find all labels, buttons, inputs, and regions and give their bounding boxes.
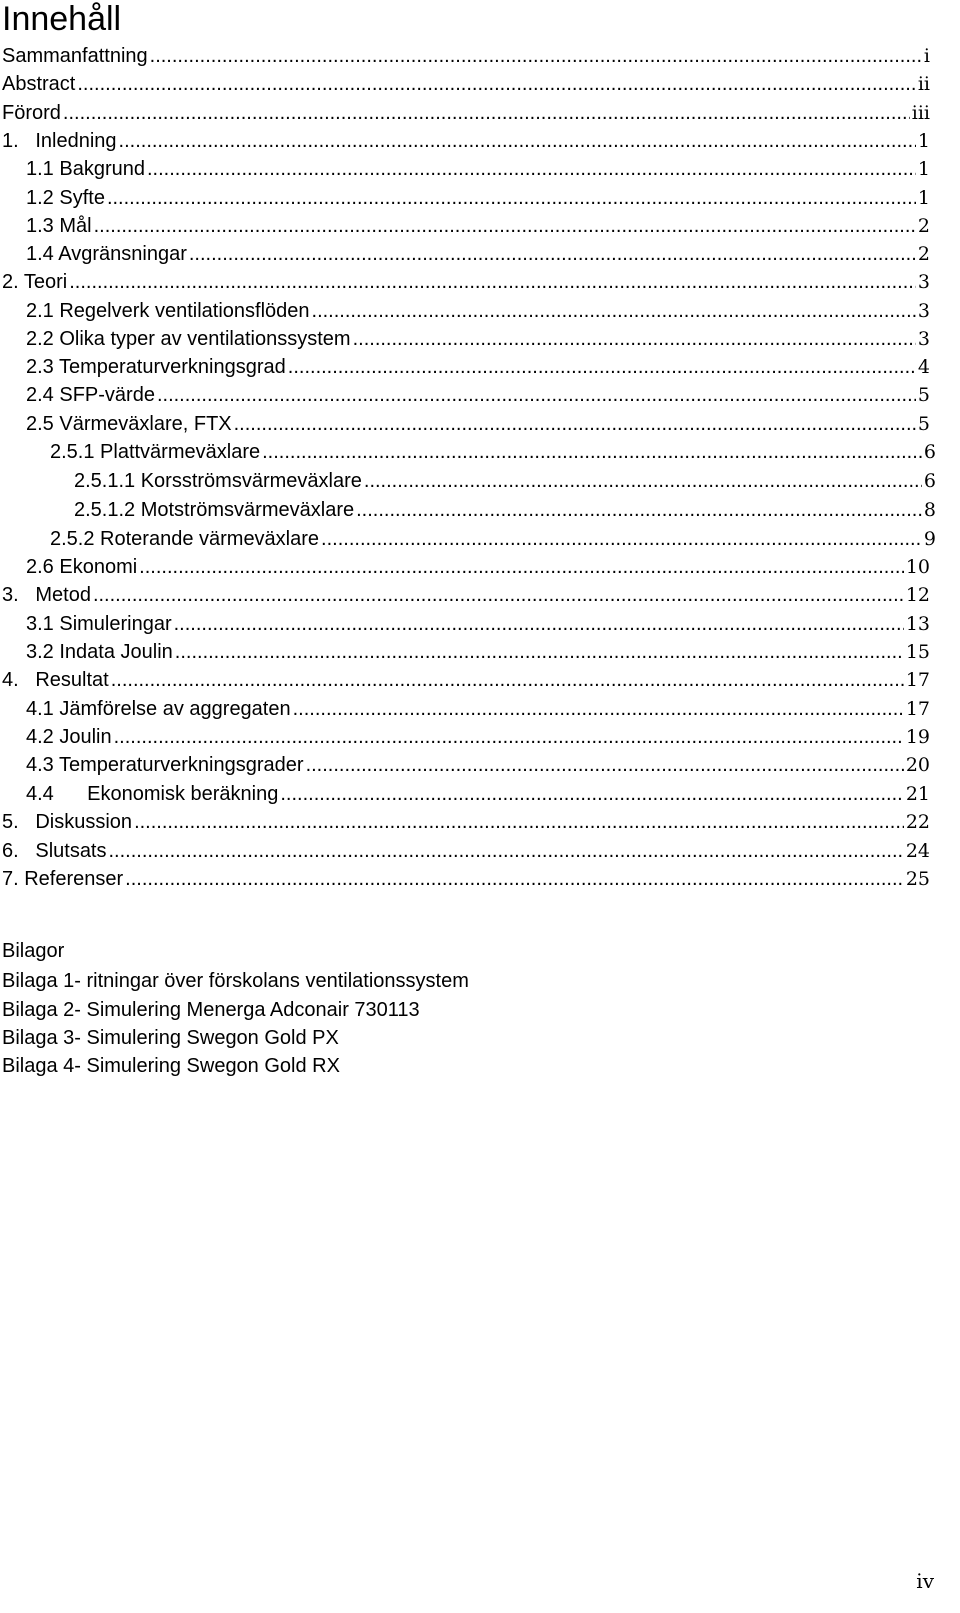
toc-entry-page: 6	[923, 441, 936, 463]
toc-entry-page: 6	[923, 470, 936, 492]
dot-leader	[306, 751, 904, 779]
dot-leader	[63, 99, 910, 127]
toc-entry-label: 3. Metod	[2, 584, 91, 606]
appendix-item[interactable]: Bilaga 4- Simulering Swegon Gold RX	[2, 1055, 340, 1077]
toc-entry-page: 19	[905, 726, 930, 748]
dot-leader	[189, 240, 916, 268]
dot-leader	[175, 638, 904, 666]
toc-entry-page: 1	[917, 130, 930, 152]
appendix-item[interactable]: Bilaga 2- Simulering Menerga Adconair 730113	[2, 999, 420, 1021]
toc-entry-page: 17	[905, 669, 930, 691]
toc-entry[interactable]	[2, 837, 930, 865]
toc-entry[interactable]	[26, 297, 930, 325]
toc-entry[interactable]	[26, 751, 930, 779]
dot-leader	[93, 581, 904, 609]
toc-entry-label: 1.4 Avgränsningar	[26, 243, 187, 265]
toc-entry-page: i	[923, 45, 930, 67]
appendix-item[interactable]: Bilaga 3- Simulering Swegon Gold PX	[2, 1027, 339, 1049]
toc-entry[interactable]	[26, 723, 930, 751]
toc-entry-page: 5	[917, 413, 930, 435]
dot-leader	[312, 297, 916, 325]
toc-entry-label: 4.4 Ekonomisk beräkning	[26, 783, 279, 805]
appendix-item[interactable]: Bilaga 1- ritningar över förskolans ventilationssystem	[2, 970, 469, 992]
toc-entry-page: 24	[905, 840, 930, 862]
dot-leader	[356, 496, 922, 524]
toc-entry-label: Förord	[2, 102, 61, 124]
dot-leader	[288, 353, 916, 381]
toc-entry[interactable]	[26, 410, 930, 438]
dot-leader	[111, 666, 904, 694]
dot-leader	[114, 723, 904, 751]
dot-leader	[174, 610, 904, 638]
page-title: Innehåll	[2, 0, 122, 38]
toc-entry[interactable]	[26, 184, 930, 212]
toc-entry-page: 4	[917, 356, 930, 378]
toc-entry-label: 2.6 Ekonomi	[26, 556, 138, 578]
toc-entry-page: 13	[905, 613, 930, 635]
toc-entry[interactable]	[26, 325, 930, 353]
toc-entry[interactable]	[26, 638, 930, 666]
dot-leader	[139, 553, 904, 581]
toc-entry-label: Sammanfattning	[2, 45, 148, 67]
dot-leader	[147, 155, 916, 183]
dot-leader	[321, 525, 922, 553]
toc-entry-label: 4.2 Joulin	[26, 726, 112, 748]
toc-entry[interactable]	[74, 467, 936, 495]
toc-entry-label: 6. Slutsats	[2, 840, 107, 862]
toc-entry-label: 2.5.1.2 Motströmsvärmeväxlare	[74, 499, 355, 521]
toc-entry-page: 21	[905, 783, 930, 805]
toc-entry-label: 3.2 Indata Joulin	[26, 641, 173, 663]
toc-entry-label: 7. Referenser	[2, 868, 124, 890]
toc-entry-page: 3	[917, 328, 930, 350]
toc-entry[interactable]	[50, 438, 936, 466]
page-number: iv	[916, 1569, 934, 1593]
toc-entry-page: 1	[917, 158, 930, 180]
toc-entry[interactable]	[26, 240, 930, 268]
toc-entry[interactable]	[2, 865, 930, 893]
dot-leader	[364, 467, 922, 495]
toc-entry-page: 2	[917, 215, 930, 237]
toc-entry[interactable]	[26, 780, 930, 808]
toc-entry-page: 17	[905, 698, 930, 720]
toc-entry-page: ii	[917, 73, 930, 95]
toc-entry-page: 2	[917, 243, 930, 265]
toc-entry[interactable]	[26, 381, 930, 409]
dot-leader	[109, 837, 904, 865]
dot-leader	[293, 695, 904, 723]
toc-entry[interactable]	[2, 99, 930, 127]
dot-leader	[280, 780, 903, 808]
dot-leader	[77, 70, 915, 98]
toc-entry[interactable]	[26, 353, 930, 381]
toc-entry-page: 3	[917, 300, 930, 322]
toc-entry-page: 12	[905, 584, 930, 606]
toc-entry-label: 2.5.2 Roterande värmeväxlare	[50, 528, 320, 550]
toc-entry-page: 3	[917, 271, 930, 293]
toc-entry-page: 15	[905, 641, 930, 663]
toc-entry-page: 1	[917, 187, 930, 209]
toc-entry-label: 5. Diskussion	[2, 811, 133, 833]
toc-entry[interactable]	[2, 70, 930, 98]
toc-entry[interactable]	[26, 212, 930, 240]
dot-leader	[157, 381, 916, 409]
toc-entry-label: 2.2 Olika typer av ventilationssystem	[26, 328, 351, 350]
toc-entry-page: 22	[905, 811, 930, 833]
toc-entry-label: 2.3 Temperaturverkningsgrad	[26, 356, 286, 378]
toc-entry[interactable]	[2, 127, 930, 155]
toc-entry-label: 4. Resultat	[2, 669, 109, 691]
toc-entry-label: Abstract	[2, 73, 76, 95]
appendix-heading: Bilagor	[2, 940, 65, 962]
toc-entry[interactable]	[2, 666, 930, 694]
dot-leader	[107, 184, 916, 212]
toc-entry-label: 2.5.1 Plattvärmeväxlare	[50, 441, 261, 463]
toc-entry-label: 2.5.1.1 Korsströmsvärmeväxlare	[74, 470, 362, 492]
dot-leader	[119, 127, 916, 155]
toc-entry-label: 3.1 Simuleringar	[26, 613, 172, 635]
toc-entry-label: 1.3 Mål	[26, 215, 92, 237]
toc-entry[interactable]	[2, 268, 930, 296]
dot-leader	[150, 42, 922, 70]
toc-entry-label: 4.3 Temperaturverkningsgrader	[26, 754, 304, 776]
dot-leader	[262, 438, 922, 466]
toc-entry-label: 2.1 Regelverk ventilationsflöden	[26, 300, 310, 322]
dot-leader	[353, 325, 916, 353]
dot-leader	[69, 268, 916, 296]
toc-entry[interactable]	[50, 525, 936, 553]
toc-entry-page: 20	[905, 754, 930, 776]
toc-entry-page: 10	[905, 556, 930, 578]
toc-entry[interactable]	[2, 42, 930, 70]
toc-entry[interactable]	[26, 695, 930, 723]
toc-entry[interactable]	[26, 553, 930, 581]
toc-entry-page: 9	[923, 528, 936, 550]
toc-entry-label: 2. Teori	[2, 271, 68, 293]
toc-entry-page: 8	[923, 499, 936, 521]
toc-entry-label: 4.1 Jämförelse av aggregaten	[26, 698, 291, 720]
toc-entry-label: 1. Inledning	[2, 130, 117, 152]
toc-entry[interactable]	[2, 808, 930, 836]
toc-entry-label: 1.1 Bakgrund	[26, 158, 145, 180]
toc-entry-page: 25	[905, 868, 930, 890]
toc-entry-page: 5	[917, 384, 930, 406]
toc-entry[interactable]	[74, 496, 936, 524]
toc-entry-label: 2.4 SFP-värde	[26, 384, 155, 406]
toc-entry[interactable]	[26, 155, 930, 183]
dot-leader	[134, 808, 904, 836]
toc-entry-page: iii	[911, 102, 930, 124]
toc-entry-label: 1.2 Syfte	[26, 187, 105, 209]
dot-leader	[94, 212, 916, 240]
dot-leader	[125, 865, 904, 893]
toc-entry[interactable]	[2, 581, 930, 609]
toc-entry-label: 2.5 Värmeväxlare, FTX	[26, 413, 232, 435]
toc-entry[interactable]	[26, 610, 930, 638]
dot-leader	[234, 410, 916, 438]
